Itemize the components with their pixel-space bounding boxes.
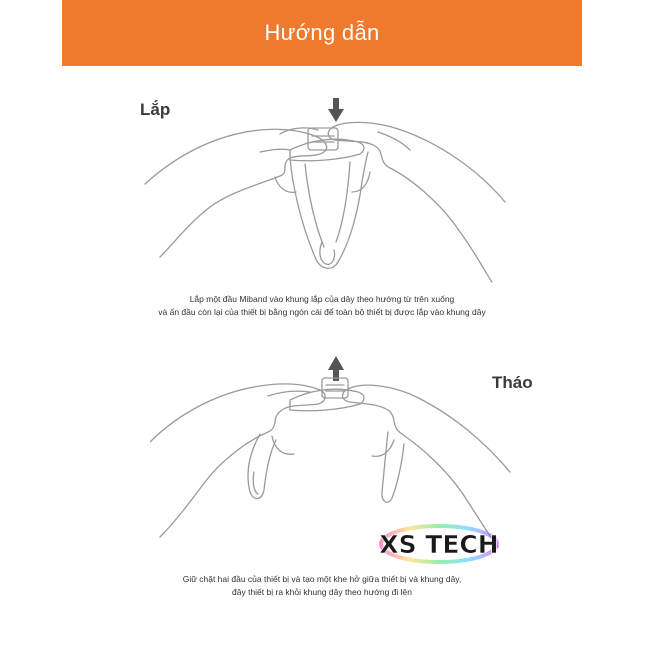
banner-title: Hướng dẫn [264,20,380,45]
remove-label: Tháo [492,373,533,392]
install-label: Lắp [140,100,171,119]
remove-caption-line1: Giữ chặt hai đầu của thiết bị và tạo một khe hở giữa thiết bị và khung dây, [182,574,462,584]
install-caption [62,293,582,319]
install-caption-line1: Lắp một đầu Miband vào khung lắp của dây theo hướng từ trên xuống [189,294,455,304]
xs-tech-logo [378,520,500,568]
install-caption-line2: và ấn đầu còn lại của thiết bị bằng ngón cái để toàn bộ thiết bị được lắp vào khung dây [158,307,486,317]
install-illustration [140,92,510,292]
remove-caption [62,573,582,599]
remove-caption-line2: đây thiết bị ra khỏi khung dây theo hướng đi lên [232,587,412,597]
arrow-down-icon [328,98,344,122]
arrow-up-icon [328,356,344,381]
logo-text: XS TECH [379,530,499,559]
header-banner [62,0,582,66]
